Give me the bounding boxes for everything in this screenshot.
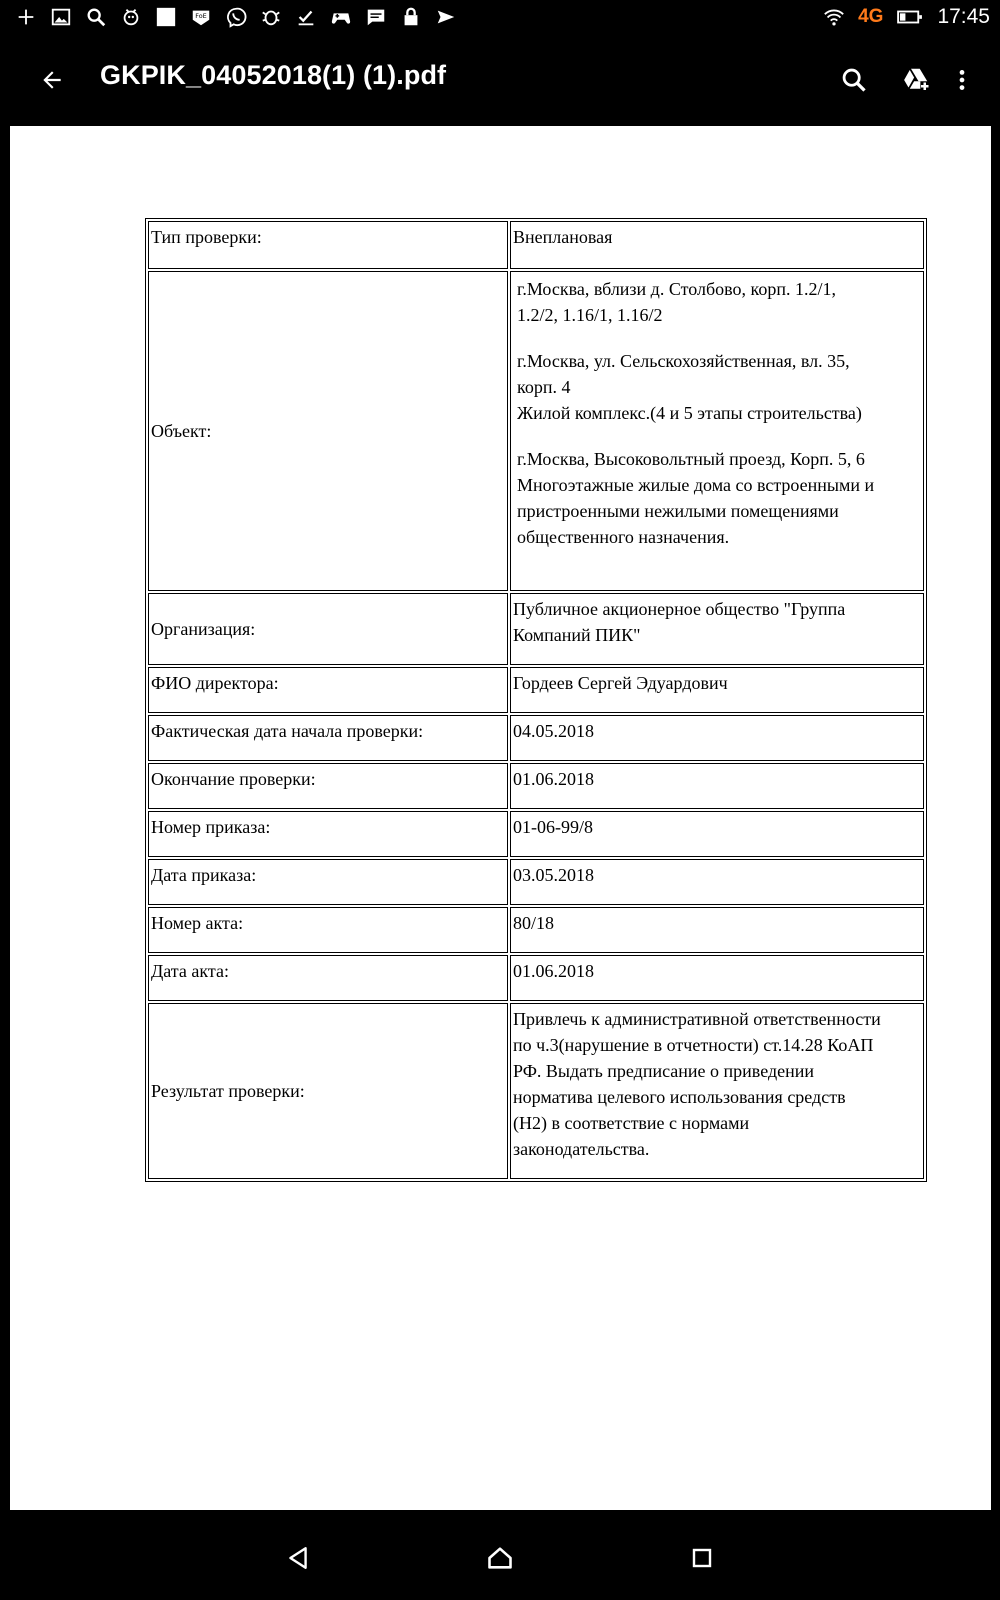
nav-recents-button[interactable] <box>676 1534 728 1582</box>
search-icon <box>840 66 868 94</box>
arrow-back-icon <box>39 67 65 93</box>
row-label: Номер акта: <box>148 907 508 953</box>
row-value: 01-06-99/8 <box>510 811 924 857</box>
row-label: Объект: <box>148 271 508 591</box>
row-value: Внеплановая <box>510 221 924 269</box>
pdf-page[interactable] <box>10 126 991 1510</box>
system-status <box>822 4 990 30</box>
recents-icon <box>690 1546 714 1570</box>
inspection-table <box>145 218 927 1182</box>
more-options-button[interactable] <box>942 56 982 104</box>
more-vert-icon <box>949 67 975 93</box>
drive-add-icon <box>901 65 931 95</box>
table-row <box>148 859 924 905</box>
row-value: Гордеев Сергей Эдуардович <box>510 667 924 713</box>
table-row <box>148 667 924 713</box>
row-label: ФИО директора: <box>148 667 508 713</box>
table-row <box>148 221 924 269</box>
table-row <box>148 271 924 591</box>
network-type: 4G <box>858 6 884 27</box>
row-label: Дата акта: <box>148 955 508 1001</box>
email-icon <box>434 5 458 29</box>
wifi-icon <box>822 5 846 29</box>
app-bar <box>0 34 1000 126</box>
battery-icon <box>895 5 925 29</box>
search-icon <box>84 5 108 29</box>
row-label: Дата приказа: <box>148 859 508 905</box>
table-row <box>148 593 924 665</box>
gamepad-icon <box>329 5 353 29</box>
game-icon <box>119 5 143 29</box>
nav-back-button[interactable] <box>272 1534 324 1582</box>
table-row <box>148 763 924 809</box>
home-icon <box>486 1544 514 1572</box>
square-icon <box>154 5 178 29</box>
document-title: GKPIK_04052018(1) (1).pdf <box>100 60 447 90</box>
table-row <box>148 811 924 857</box>
navigation-bar <box>0 1510 1000 1600</box>
table-row <box>148 955 924 1001</box>
row-value: Публичное акционерное общество "Группа Компаний ПИК" <box>510 593 924 665</box>
table-row <box>148 715 924 761</box>
plus-icon <box>14 5 38 29</box>
notification-icons <box>14 4 458 30</box>
row-value: Привлечь к административной ответственности по ч.3(нарушение в отчетности) ст.14.28 КоАП РФ. Выдать предписание о приведении норматива целевого использования средств (Н2) в соответствие с нормами законодательства. <box>510 1003 924 1179</box>
row-value: 80/18 <box>510 907 924 953</box>
row-value: 01.06.2018 <box>510 763 924 809</box>
back-triangle-icon <box>285 1545 311 1571</box>
row-label: Фактическая дата начала проверки: <box>148 715 508 761</box>
row-value: г.Москва, вблизи д. Столбово, корп. 1.2/1, 1.2/2, 1.16/1, 1.16/2 г.Москва, ул. Сельскохозяйственная, вл. 35, корп. 4 Жилой комплекс.(4 и 5 этапы строительства) г.Москва, Высоковольтный проезд, Корп. 5, 6 Многоэтажные жилые дома со встроенными и пристроенными нежилыми помещениями общественного назначения. <box>510 271 924 591</box>
row-label: Результат проверки: <box>148 1003 508 1179</box>
gallery-icon <box>49 5 73 29</box>
bug-icon <box>259 5 283 29</box>
back-button[interactable] <box>28 56 76 104</box>
row-value: 01.06.2018 <box>510 955 924 1001</box>
clock: 17:45 <box>937 5 990 28</box>
row-label: Тип проверки: <box>148 221 508 269</box>
row-label: Организация: <box>148 593 508 665</box>
row-label: Окончание проверки: <box>148 763 508 809</box>
download-icon <box>294 5 318 29</box>
row-value: 04.05.2018 <box>510 715 924 761</box>
row-value: 03.05.2018 <box>510 859 924 905</box>
status-bar <box>0 0 1000 34</box>
foe-icon <box>189 5 213 29</box>
drive-add-button[interactable] <box>892 56 940 104</box>
table-row <box>148 907 924 953</box>
table-row <box>148 1003 924 1179</box>
nav-home-button[interactable] <box>474 1534 526 1582</box>
search-button[interactable] <box>830 56 878 104</box>
lock-icon <box>399 5 423 29</box>
row-label: Номер приказа: <box>148 811 508 857</box>
message-icon <box>364 5 388 29</box>
viber-icon <box>224 5 248 29</box>
svg-text:FoE: FoE <box>195 11 207 20</box>
